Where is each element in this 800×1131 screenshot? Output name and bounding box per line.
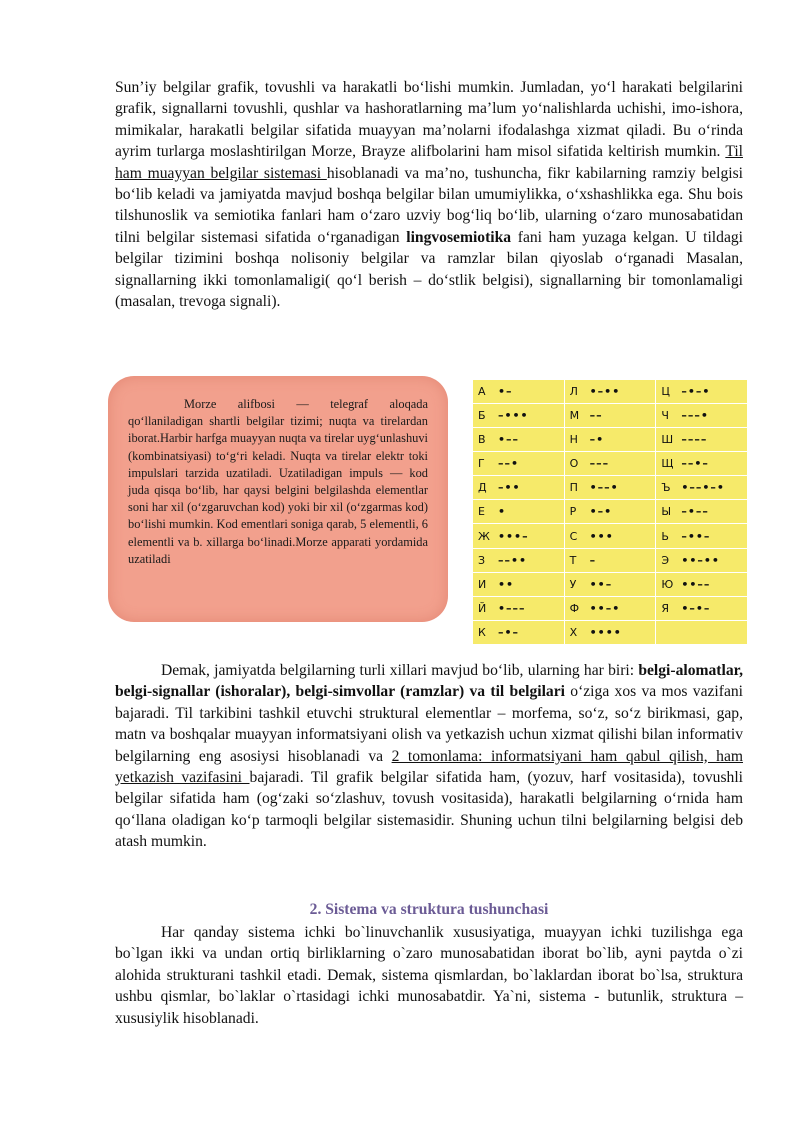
- p2-text-3: bajaradi. Til grafik belgilar sifatida ham, (yozuv, harf vositasida), tovushli belgilar sifatida ham (og‘zaki so‘zlashuv, tovush vositasida), harakatli belgilarning o‘rnida ham qo‘llana oladigan ko‘p tarmoqli belgilar sistemasidir. Shuning uchun tilni belgilarning belgisi deb atash mumkin.: [115, 769, 743, 851]
- morse-code: ••–•: [589, 601, 621, 615]
- morse-table-row: [473, 548, 748, 572]
- morse-letter: Щ: [661, 457, 674, 471]
- section-heading: 2. Sistema va struktura tushunchasi: [309, 901, 549, 918]
- morse-cell: [564, 476, 656, 500]
- morse-code-table: [472, 379, 748, 645]
- morse-code: ––•–: [681, 457, 709, 471]
- morse-code: ••–: [589, 577, 613, 591]
- morse-letter: Р: [569, 505, 577, 519]
- p1-text-1: Sun’iy belgilar grafik, tovushli va harakatli bo‘lishi mumkin. Jumladan, yo‘l harakati belgilarini grafik, signallarni tovushli, qushlar va hashoratlarning ma’lum yo‘nalishlarda uchishi, imo-ishora, mimikalar, harakatli belgilar sifatida muayyan ma’nolarni ifodalashga xizmat qiladi. Bu o‘rinda ayrim turlarga moslashtirilgan Morze, Brayze alifbolarini ham misol sifatida keltirish mumkin.: [115, 79, 743, 161]
- morse-code: ••–••: [681, 553, 720, 567]
- morse-letter: Л: [569, 385, 578, 399]
- morse-cell: [656, 476, 748, 500]
- morse-definition-text: Morze alifbosi — telegraf aloqada qo‘llaniladigan shartli belgilar tizimi; nuqta va tirelardan iborat.Harbir harfga muayyan nuqta va tirelar uyg‘unlashuvi (kombinatsiyasi) to‘g‘ri keladi. Nuqta va tirelar elektr toki impulslari tarzida uzatiladi. Uzatiladigan impuls — kod juda qisqa bo‘lib, har qaysi belgini belgilashda elementlar soni har xil (o‘zgaruvchan kod) yoki bir xil (o‘zgarmas kod) bo‘lishi mumkin. Kod ementlari soniga qarab, 5 elementli, 6 elementli va b. xillarga bo‘linadi.Morze apparati yordamida uzatiladi: [128, 397, 428, 566]
- morse-definition-box: [108, 376, 448, 622]
- morse-letter: Э: [661, 553, 669, 567]
- morse-cell: [564, 620, 656, 644]
- morse-code: ••: [498, 577, 515, 591]
- morse-letter: Ь: [661, 529, 669, 543]
- morse-cell: [473, 500, 565, 524]
- morse-letter: О: [569, 457, 579, 471]
- p1-text-2: hisoblanadi va ma’no, tushuncha, fikr kabilarning ramziy belgisi bo‘lib keladi va jamiyatda mavjud boshqa belgilar bilan umumiylikka, o‘xshashlikka ega. Shu bois tilshunoslik va semiotika fanlari ham o‘zaro uzviy bog‘liq bo‘lib, ularning o‘zaro munosabatidan tilni belgilar sistemasi sifatida o‘rganadigan: [115, 164, 743, 246]
- morse-cell: [564, 524, 656, 548]
- morse-code: –••: [498, 481, 521, 495]
- morse-cell: [656, 620, 748, 644]
- morse-cell: [473, 620, 565, 644]
- morse-letter: К: [478, 625, 486, 639]
- morse-letter: Ф: [569, 601, 580, 615]
- morse-letter: С: [569, 529, 578, 543]
- morse-cell: [473, 476, 565, 500]
- morse-letter: У: [569, 577, 577, 591]
- morse-cell: [564, 548, 656, 572]
- paragraph-sign-types: [115, 660, 743, 853]
- morse-code: –––: [589, 457, 610, 471]
- morse-table-row: [473, 572, 748, 596]
- morse-cell: [564, 500, 656, 524]
- morse-letter: Д: [478, 481, 487, 495]
- morse-letter: Г: [478, 457, 485, 471]
- morse-cell: [656, 404, 748, 428]
- morse-code: •••: [589, 529, 614, 543]
- morse-cell: [656, 572, 748, 596]
- morse-table-row: [473, 524, 748, 548]
- morse-code: •––•: [589, 481, 619, 495]
- morse-cell: [656, 428, 748, 452]
- morse-code: •–: [498, 385, 513, 399]
- morse-letter: И: [478, 577, 487, 591]
- morse-letter: Т: [569, 553, 577, 567]
- morse-cell: [473, 428, 565, 452]
- morse-letter: Н: [569, 433, 578, 447]
- morse-cell: [564, 380, 656, 404]
- morse-letter: Ы: [661, 505, 672, 519]
- morse-letter: П: [569, 481, 578, 495]
- p1-text-3: fani ham yuzaga kelgan. U tildagi belgilar tizimini boshqa nolisoniy belgilar va ramzlar bilan qiyoslab o‘rganadi Masalan, signallarning ikki tomonlamaligi( qo‘l berish – do‘stlik belgisi), signallarning bir tomonlamaligi (masalan, trevoga signali).: [115, 228, 743, 311]
- morse-code: –•: [589, 433, 605, 447]
- morse-table-row: [473, 476, 748, 500]
- morse-cell: [656, 548, 748, 572]
- morse-code: •–––: [498, 601, 526, 615]
- morse-code: –: [589, 553, 597, 567]
- morse-table-row: [473, 452, 748, 476]
- morse-code: ––•: [498, 457, 520, 471]
- morse-letter: М: [569, 409, 580, 423]
- morse-letter: А: [478, 385, 486, 399]
- morse-letter: Ц: [661, 385, 670, 399]
- morse-code: •––•–•: [681, 481, 725, 495]
- morse-code: –•••: [498, 409, 529, 423]
- morse-letter: Ч: [661, 409, 669, 423]
- p1-bold-term: lingvosemiotika: [406, 228, 512, 246]
- morse-table-row: [473, 428, 748, 452]
- morse-cell: [656, 524, 748, 548]
- morse-code: •: [498, 505, 507, 519]
- morse-cell: [473, 572, 565, 596]
- morse-table-row: [473, 596, 748, 620]
- p2-text-1: Demak, jamiyatda belgilarning turli xillari mavjud bo‘lib, ularning har biri:: [161, 662, 639, 679]
- morse-cell: [564, 428, 656, 452]
- morse-letter: Ю: [661, 577, 674, 591]
- morse-table-row: [473, 380, 748, 404]
- morse-cell: [656, 380, 748, 404]
- morse-code: ––––: [681, 433, 708, 447]
- morse-cell: [473, 404, 565, 428]
- paragraph-artificial-signs: [115, 77, 743, 312]
- morse-cell: [473, 524, 565, 548]
- morse-letter: Х: [569, 625, 578, 639]
- p2-bold-terms: belgi-alomatlar, belgi-signallar (ishoralar), belgi-simvollar (ramzlar) va til belgilari: [115, 662, 743, 701]
- morse-cell: [564, 596, 656, 620]
- morse-letter: Ъ: [661, 481, 671, 495]
- morse-code: •••–: [498, 529, 529, 543]
- morse-code: –•–•: [681, 385, 711, 399]
- morse-cell: [473, 452, 565, 476]
- morse-cell: [473, 548, 565, 572]
- morse-letter: Я: [661, 601, 669, 615]
- morse-table-row: [473, 500, 748, 524]
- morse-code: –––•: [681, 409, 709, 423]
- morse-code: •––: [498, 433, 520, 447]
- morse-cell: [656, 500, 748, 524]
- morse-code: ••––: [681, 577, 711, 591]
- morse-letter: Е: [478, 505, 485, 519]
- morse-letter: Ж: [478, 529, 490, 543]
- morse-letter: Ш: [661, 433, 674, 447]
- morse-cell: [564, 572, 656, 596]
- morse-code: –•––: [681, 505, 709, 519]
- morse-letter: З: [478, 553, 486, 567]
- morse-table-row: [473, 404, 748, 428]
- morse-cell: [564, 452, 656, 476]
- morse-table-body: [473, 380, 748, 645]
- morse-code: •–•–: [681, 601, 711, 615]
- morse-letter: Й: [478, 601, 487, 615]
- paragraph-system-structure: Har qanday sistema ichki bo`linuvchanlik xususiyatiga, muayyan ichki tuzilishga ega bo`lgan ikki va undan ortiq birliklarning o`zaro munosabatidan iborat bo`lib, ayni paytda o`zi alohida strukturani tashkil etadi. Demak, sistema qismlardan, bo`laklardan iborat bo`lsa, struktura ushbu qismlar, bo`laklar o`rtasidagi ichki munosabatdir. Ya`ni, sistema - butunlik, struktura – xususiylik hisoblanadi.: [115, 924, 743, 1027]
- morse-code: ––: [589, 409, 603, 423]
- morse-letter: В: [478, 433, 486, 447]
- morse-code: –•–: [498, 625, 520, 639]
- morse-cell: [473, 380, 565, 404]
- morse-code: ––••: [498, 553, 528, 567]
- morse-cell: [656, 596, 748, 620]
- morse-letter: Б: [478, 409, 486, 423]
- p2-underlined-phrase: 2 tomonlama: informatsiyani ham qabul qilish, ham yetkazish vazifasini: [115, 747, 743, 787]
- morse-code: •–•: [589, 505, 613, 519]
- morse-code: –••–: [681, 529, 711, 543]
- morse-code: •–••: [589, 385, 621, 399]
- p2-text-2: o‘ziga xos va mos vazifani bajaradi. Til tarkibini tashkil etuvchi struktural elementlar – morfema, so‘z, so‘z birikmasi, gap, matn va boshqalar muayyan informatsiyani olish va yetkazish uchun xizmat qilishi bilan informativ belgilarning eng asosiysi hisoblanadi va: [115, 683, 743, 765]
- morse-code: ••••: [589, 625, 622, 639]
- morse-table-row: [473, 620, 748, 644]
- p1-underlined-phrase: Til ham muayyan belgilar sistemasi: [115, 143, 743, 182]
- morse-cell: [656, 452, 748, 476]
- morse-cell: [564, 404, 656, 428]
- morse-cell: [473, 596, 565, 620]
